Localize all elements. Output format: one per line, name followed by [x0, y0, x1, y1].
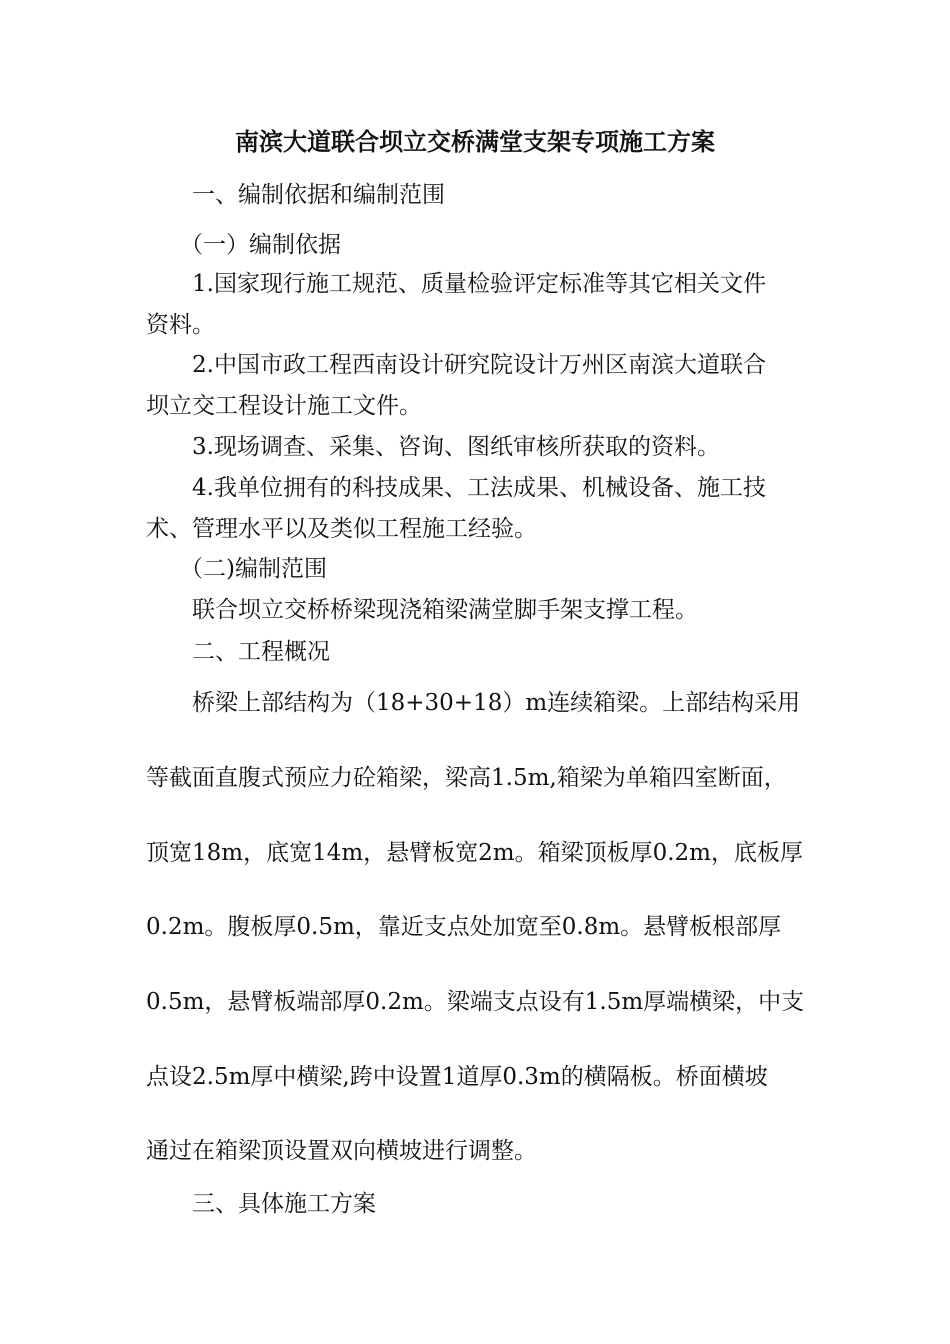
paragraph-line: 通过在箱梁顶设置双向横坡进行调整。	[146, 1138, 537, 1164]
paragraph-line: 坝立交工程设计施工文件。	[146, 393, 422, 419]
paragraph-line: 2.中国市政工程西南设计研究院设计万州区南滨大道联合	[192, 352, 766, 378]
paragraph-line: 1.国家现行施工规范、质量检验评定标准等其它相关文件	[192, 271, 766, 297]
paragraph-line: 点设2.5m厚中横梁,跨中设置1道厚0.3m的横隔板。桥面横坡	[146, 1064, 768, 1090]
section-heading-1: 一、编制依据和编制范围	[192, 182, 445, 208]
subsection-heading-2: （二)编制范围	[180, 556, 327, 582]
section-heading-3: 三、具体施工方案	[192, 1191, 376, 1217]
document-title: 南滨大道联合坝立交桥满堂支架专项施工方案	[235, 127, 715, 156]
paragraph-line: 联合坝立交桥桥梁现浇箱梁满堂脚手架支撑工程。	[192, 597, 698, 623]
paragraph-line: 等截面直腹式预应力砼箱梁，梁高1.5m,箱梁为单箱四室断面，	[146, 765, 787, 791]
paragraph-line: 术、管理水平以及类似工程施工经验。	[146, 516, 537, 542]
paragraph-line: 资料。	[146, 312, 215, 338]
paragraph-line: 4.我单位拥有的科技成果、工法成果、机械设备、施工技	[192, 475, 766, 501]
paragraph-line: 3.现场调查、采集、咨询、图纸审核所获取的资料。	[192, 434, 720, 460]
paragraph-line: 顶宽18m，底宽14m，悬臂板宽2m。箱梁顶板厚0.2m，底板厚	[146, 840, 803, 866]
paragraph-line: 桥梁上部结构为（18+30+18）m连续箱梁。上部结构采用	[192, 690, 801, 716]
paragraph-line: 0.5m，悬臂板端部厚0.2m。梁端支点设有1.5m厚端横梁，中支	[146, 989, 805, 1015]
subsection-heading-1: （一）编制依据	[180, 232, 341, 258]
paragraph-line: 0.2m。腹板厚0.5m，靠近支点处加宽至0.8m。悬臂板根部厚	[146, 914, 782, 940]
section-heading-2: 二、工程概况	[192, 639, 330, 665]
